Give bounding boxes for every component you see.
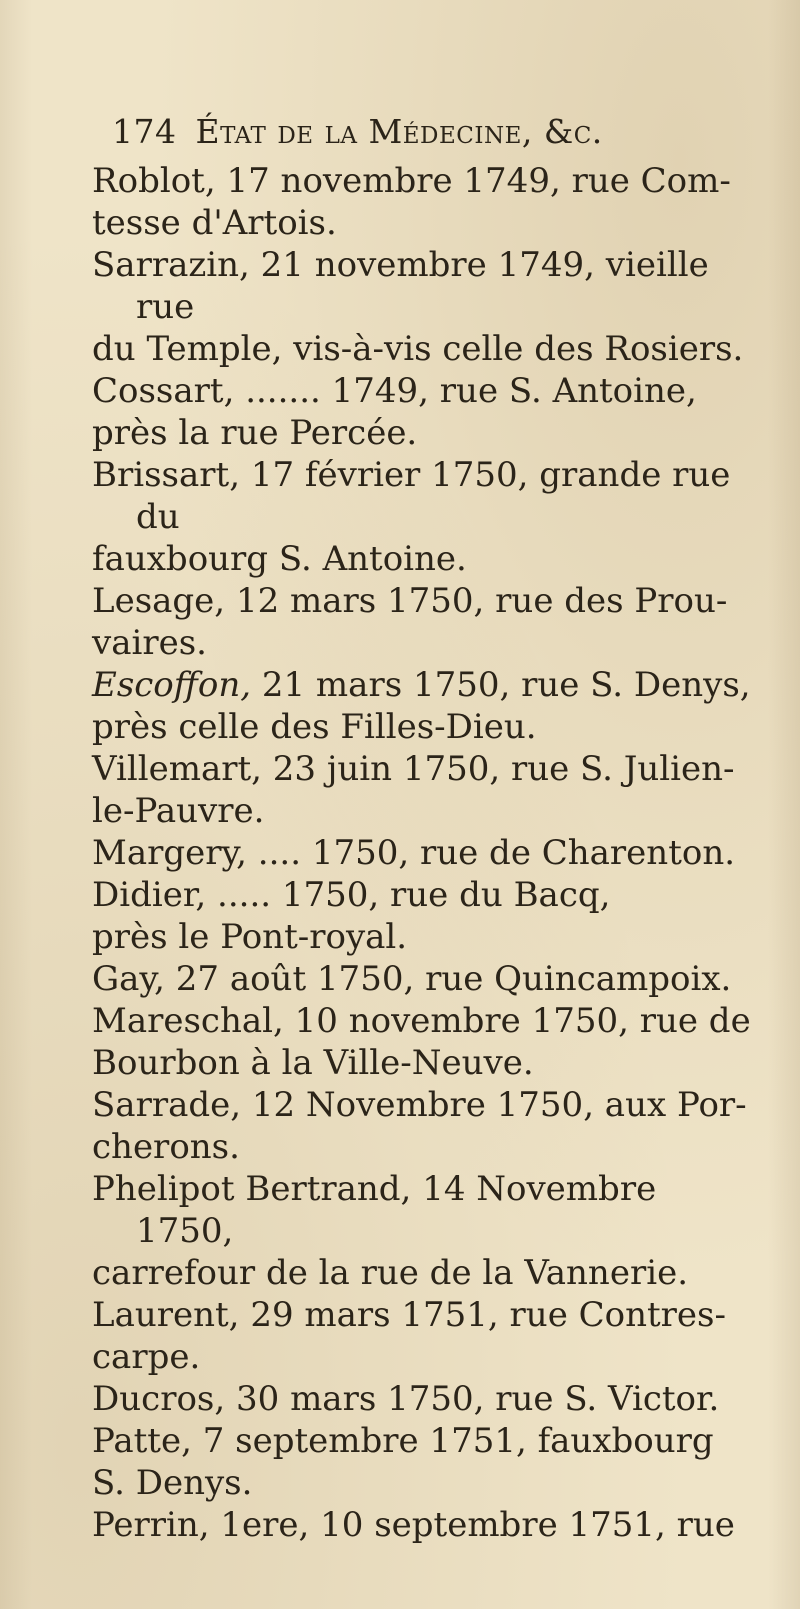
entry-continuation: fauxbourg S. Antoine. <box>92 539 467 579</box>
entry-text: 30 mars 1750, rue S. Victor. <box>236 1379 720 1419</box>
entry-name: Sarrade, <box>92 1085 242 1125</box>
entry-text: 17 février 1750, grande rue du <box>136 455 731 537</box>
list-item <box>92 958 752 1000</box>
entry-name: Villemart, <box>92 749 262 789</box>
entry-name: Laurent, <box>92 1295 240 1335</box>
entry-continuation: près le Pont-royal. <box>92 917 408 957</box>
running-header <box>112 112 603 151</box>
entry-name: Escoffon, <box>92 665 252 705</box>
entry-text: 10 septembre 1751, rue <box>320 1505 735 1545</box>
entry-name: Ducros, <box>92 1379 226 1419</box>
entry-continuation: S. Denys. <box>92 1463 253 1503</box>
entry-text: 14 Novembre 1750, <box>136 1169 657 1251</box>
entry-continuation: Bourbon à la Ville-Neuve. <box>92 1043 534 1083</box>
list-item <box>92 580 752 664</box>
entry-text: 23 juin 1750, rue S. Julien- <box>272 749 735 789</box>
list-item <box>92 244 752 370</box>
entry-name: Margery, <box>92 833 247 873</box>
entry-continuation: vaires. <box>92 623 207 663</box>
entry-name: Patte, <box>92 1421 192 1461</box>
running-title: État de la Médecine, &c. <box>195 112 603 151</box>
list-item <box>92 748 752 832</box>
entry-name: Sarrazin, <box>92 245 250 285</box>
entry-continuation: près celle des Filles-Dieu. <box>92 707 537 747</box>
list-item <box>92 832 752 874</box>
list-item <box>92 664 752 748</box>
entry-name: Roblot, <box>92 161 216 201</box>
entry-continuation: carrefour de la rue de la Vannerie. <box>92 1253 688 1293</box>
entry-text: 21 mars 1750, rue S. Denys, <box>261 665 751 705</box>
entry-text: 12 Novembre 1750, aux Por- <box>251 1085 747 1125</box>
entry-text: 12 mars 1750, rue des Prou- <box>235 581 728 621</box>
entry-name: Perrin, 1ere, <box>92 1505 310 1545</box>
entry-text: .... 1750, rue de Charenton. <box>257 833 736 873</box>
entry-continuation: du Temple, vis-à-vis celle des Rosiers. <box>92 329 744 369</box>
list-item <box>92 1504 752 1546</box>
entry-list <box>92 160 752 1546</box>
entry-text: 17 novembre 1749, rue Com- <box>226 161 731 201</box>
entry-continuation: tesse d'Artois. <box>92 203 337 243</box>
list-item <box>92 370 752 454</box>
entry-continuation: carpe. <box>92 1337 201 1377</box>
list-item <box>92 874 752 958</box>
list-item <box>92 1000 752 1084</box>
entry-continuation: le-Pauvre. <box>92 791 265 831</box>
entry-name: Cossart, <box>92 371 235 411</box>
entry-text: 10 novembre 1750, rue de <box>294 1001 751 1041</box>
entry-text: ....... 1749, rue S. Antoine, <box>245 371 697 411</box>
entry-name: Gay, <box>92 959 165 999</box>
list-item <box>92 454 752 580</box>
list-item <box>92 1168 752 1294</box>
entry-text: 7 septembre 1751, fauxbourg <box>202 1421 714 1461</box>
list-item <box>92 1378 752 1420</box>
entry-name: Lesage, <box>92 581 226 621</box>
list-item <box>92 1084 752 1168</box>
entry-name: Didier, <box>92 875 207 915</box>
entry-continuation: cherons. <box>92 1127 240 1167</box>
entry-text: 29 mars 1751, rue Contres- <box>250 1295 726 1335</box>
list-item <box>92 1294 752 1378</box>
entry-name: Phelipot Bertrand, <box>92 1169 412 1209</box>
entry-text: 27 août 1750, rue Quincampoix. <box>175 959 732 999</box>
entry-name: Brissart, <box>92 455 241 495</box>
entry-name: Mareschal, <box>92 1001 284 1041</box>
entry-text: ..... 1750, rue du Bacq, <box>217 875 611 915</box>
page-number: 174 <box>112 112 177 151</box>
entry-continuation: près la rue Percée. <box>92 413 418 453</box>
list-item <box>92 160 752 244</box>
list-item <box>92 1420 752 1504</box>
entry-text: 21 novembre 1749, vieille rue <box>136 245 709 327</box>
